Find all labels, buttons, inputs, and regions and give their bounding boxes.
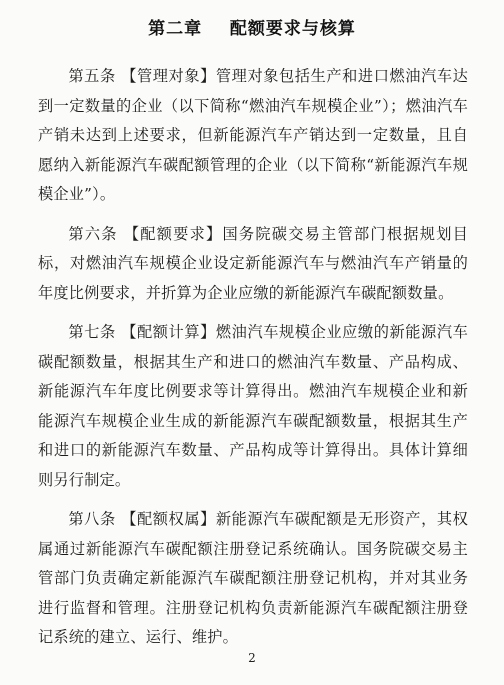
article-text: 管理对象包括生产和进口燃油汽车达到一定数量的企业（以下简称“燃油汽车规模企业”）；燃油汽车产销未达到上述要求，但新能源汽车产销达到一定数量，且自愿纳入新能源汽车碳配额管理的企业（以下简称“新能源汽车规模企业”）。 (38, 67, 469, 203)
article-8 (38, 505, 468, 653)
document-body (38, 62, 468, 663)
article-heading: 【配额计算】 (121, 323, 216, 341)
article-text: 新能源汽车碳配额是无形资产，其权属通过新能源汽车碳配额注册登记系统确认。国务院碳交易主管部门负责确定新能源汽车碳配额注册登记机构，并对其业务进行监督和管理。注册登记机构负责新能源汽车碳配额注册登记系统的建立、运行、维护。 (38, 510, 469, 646)
article-number: 第八条 (68, 510, 116, 528)
article-text: 国务院碳交易主管部门根据规划目标，对燃油汽车规模企业设定新能源汽车与燃油汽车产销量的年度比例要求，并折算为企业应缴的新能源汽车碳配额数量。 (38, 224, 469, 302)
article-5 (38, 62, 468, 210)
article-heading: 【配额要求】 (123, 224, 223, 243)
article-heading: 【管理对象】 (121, 67, 216, 85)
article-number: 第七条 (68, 323, 116, 341)
article-6 (38, 220, 468, 309)
article-number: 第六条 (68, 224, 118, 243)
chapter-title: 第二章 配额要求与核算 (148, 19, 356, 39)
article-number: 第五条 (68, 67, 116, 85)
article-7 (38, 318, 468, 495)
article-text: 燃油汽车规模企业应缴的新能源汽车碳配额数量，根据其生产和进口的燃油汽车数量、产品构成、新能源汽车年度比例要求等计算得出。燃油汽车规模企业和新能源汽车规模企业生成的新能源汽车碳配额数量，根据其生产和进口的新能源汽车数量、产品构成等计算得出。具体计算细则另行制定。 (38, 323, 469, 489)
article-heading: 【配额权属】 (121, 510, 216, 528)
page-number: 2 (248, 651, 256, 665)
